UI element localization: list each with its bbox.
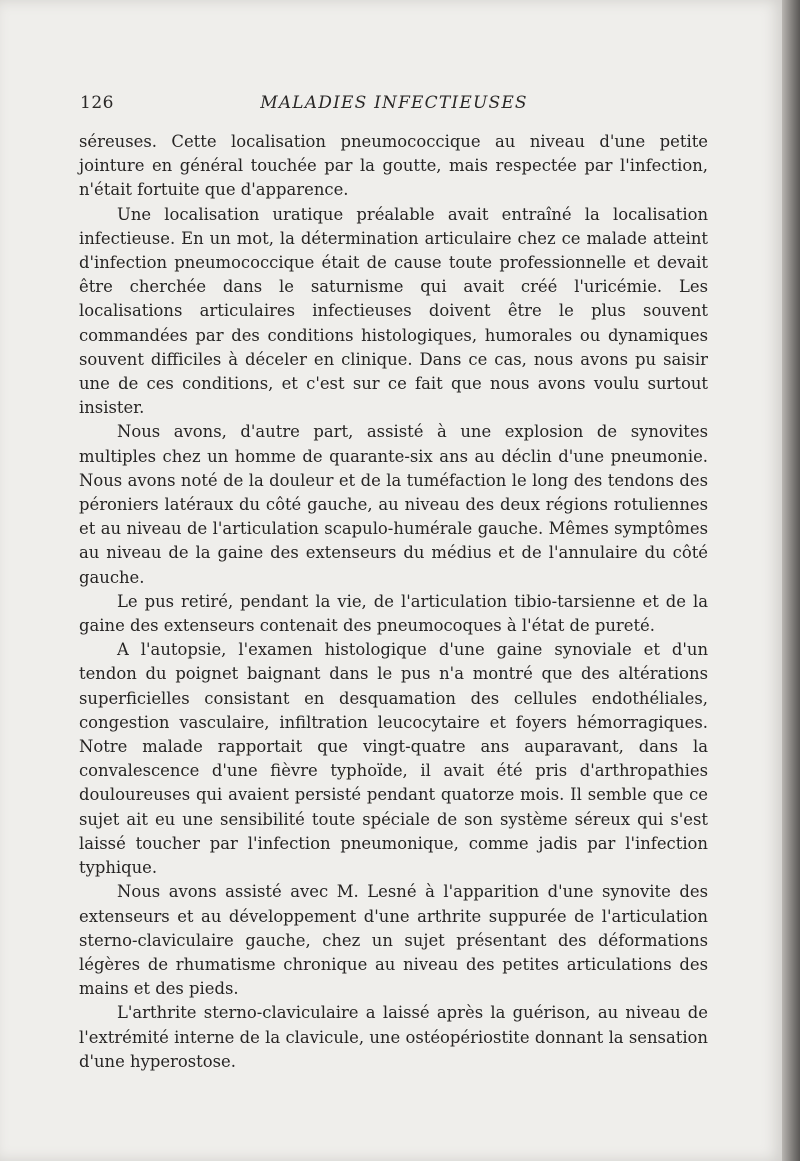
page-edge-shadow: [782, 0, 800, 1161]
page-number: 126: [80, 93, 114, 113]
paragraph: Nous avons assisté avec M. Lesné à l'apparition d'une synovite des extenseurs et au développement d'une arthrite suppurée de l'articulation sterno-claviculaire gauche, chez un sujet présentant des déformations légères de rhumatisme chronique au niveau des petites articulations des mains et des pieds.: [79, 882, 708, 999]
paragraph: séreuses. Cette localisation pneumococcique au niveau d'une petite jointure en général touchée par la goutte, mais respectée par l'infection, n'était fortuite que d'apparence.: [79, 132, 708, 200]
running-head: MALADIES INFECTIEUSES: [260, 93, 528, 113]
paragraph: A l'autopsie, l'examen histologique d'une gaine synoviale et d'un tendon du poignet baignant dans le pus n'a montré que des altérations superficielles consistant en desquamation des cellules endothéliales, congestion vasculaire, infiltration leucocytaire et foyers hémorragiques. Notre malade rapportait que vingt-quatre ans auparavant, dans la convalescence d'une fièvre typhoïde, il avait été pris d'arthropathies douloureuses qui avaient persisté pendant quatorze mois. Il semble que ce sujet ait eu une sensibilité toute spéciale de son système séreux qui s'est laissé toucher par l'infection pneumonique, comme jadis par l'infection typhique.: [79, 640, 708, 878]
paragraph: Nous avons, d'autre part, assisté à une explosion de synovites multiples chez un homme de quarante-six ans au déclin d'une pneumonie. Nous avons noté de la douleur et de la tuméfaction le long des tendons des péroniers latéraux du côté gauche, au niveau des deux régions rotuliennes et au niveau de l'articulation scapulo-humérale gauche. Mêmes symptômes au niveau de la gaine des extenseurs du médius et de l'annulaire du côté gauche.: [79, 422, 708, 587]
page-header: [80, 93, 708, 117]
paragraph: Le pus retiré, pendant la vie, de l'articulation tibio-tarsienne et de la gaine des extenseurs contenait des pneumocoques à l'état de pureté.: [79, 591, 708, 636]
paragraph: L'arthrite sterno-claviculaire a laissé après la guérison, au niveau de l'extrémité interne de la clavicule, une ostéopériostite donnant la sensation d'une hyperostose.: [79, 1003, 708, 1071]
body-text: [79, 130, 708, 1074]
paragraph: Une localisation uratique préalable avait entraîné la localisation infectieuse. En un mot, la détermination articulaire chez ce malade atteint d'infection pneumococcique était de cause toute professionnelle et devait être cherchée dans le saturnisme qui avait créé l'uricémie. Les localisations articulaires infectieuses doivent être le plus souvent commandées par des conditions histologiques, humorales ou dynamiques souvent difficiles à déceler en clinique. Dans ce cas, nous avons pu saisir une de ces conditions, et c'est sur ce fait que nous avons voulu surtout insister.: [79, 204, 708, 418]
